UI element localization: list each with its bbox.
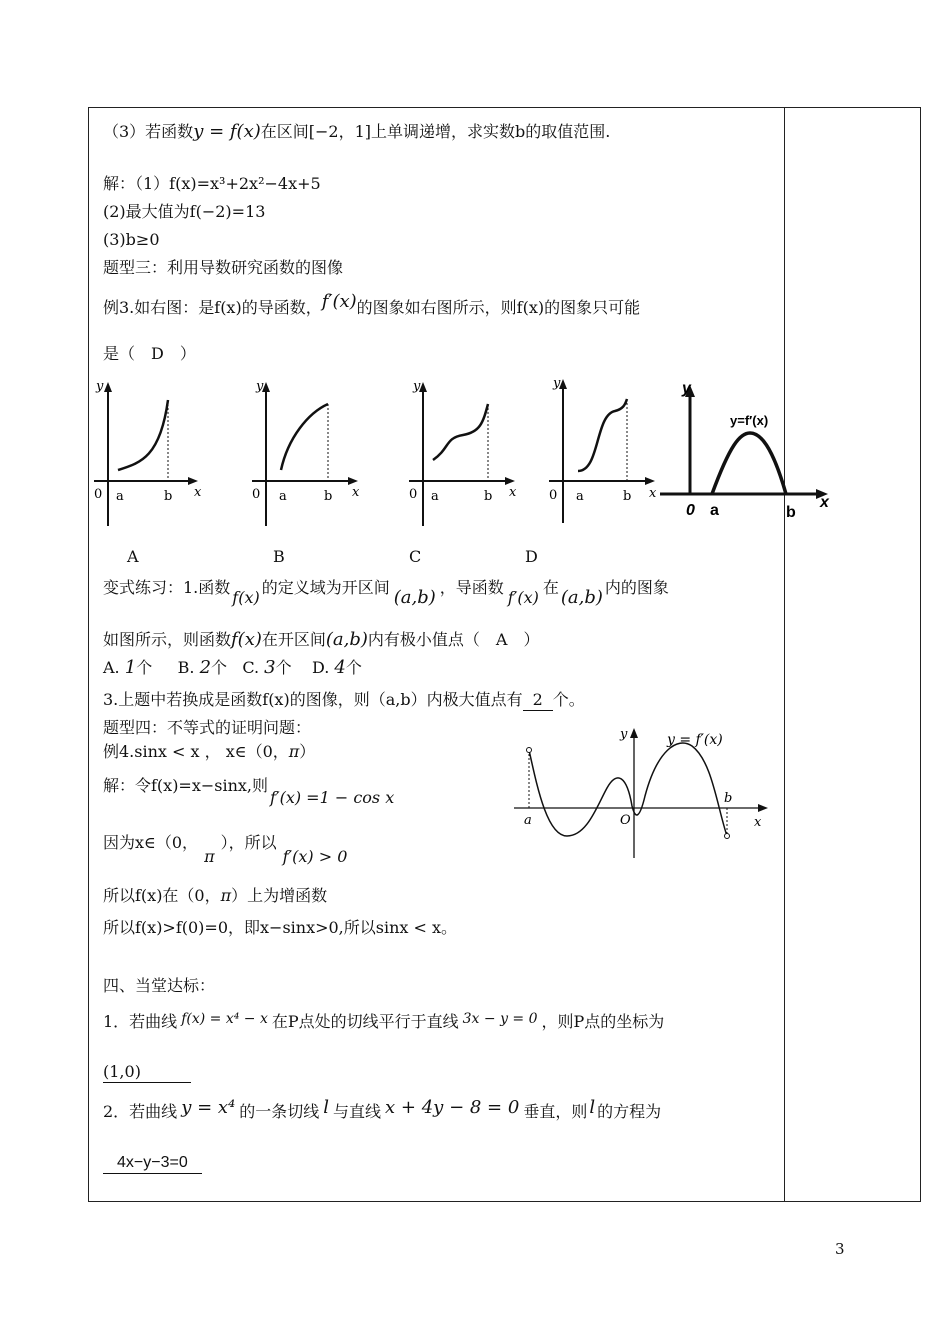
axis-y-label: y <box>413 379 421 394</box>
example3-answer: 是（ D ） <box>103 344 196 363</box>
label-a: A <box>127 547 139 566</box>
solution4-line: 解：令f(x)=x−sinx,则f′(x) =1 − cos x <box>103 776 395 807</box>
axis-x-label: x <box>649 486 657 501</box>
variation1-line: 变式练习：1.函数f(x)的定义域为开区间 (a,b) ，导函数f′(x)在 (a,b) 内的图象 <box>103 578 669 608</box>
label-b: B <box>273 547 285 566</box>
axis-y-label: y <box>553 376 561 391</box>
page-number: 3 <box>835 1240 845 1258</box>
conclusion-line: 所以f(x)>f(0)=0，即x−sinx>0,所以sinx < x。 <box>103 918 458 937</box>
axis-y-label: y <box>682 380 691 397</box>
problem2-answer: 4x−y−3=0 <box>103 1152 202 1174</box>
options-line: A. 1个 B. 2个 C. 3个 D. 4个 <box>103 657 362 678</box>
origin-label: 0 <box>94 487 103 502</box>
origin-label: 0 <box>549 488 558 503</box>
example3-line: 例3.如右图：是f(x)的导函数，f′(x)的图象如右图所示，则f(x)的图象只可能 <box>103 291 641 317</box>
axis-y-label: y <box>256 379 264 394</box>
origin-label: 0 <box>409 487 418 502</box>
solution-1: 解：（1）f(x)=x³+2x²−4x+5 <box>103 174 321 193</box>
b-label: b <box>324 489 333 504</box>
fprime-label: y=f′(x) <box>730 413 769 428</box>
graph-b <box>248 378 363 528</box>
example4-line: 例4.sinx < x ， x∈（0，π） <box>103 742 316 761</box>
axis-x-label: x <box>754 815 762 830</box>
variation-graph <box>512 726 772 866</box>
a-label: a <box>710 502 719 519</box>
axis-x-label: x <box>509 485 517 500</box>
b-label: b <box>786 504 796 521</box>
section4-heading: 四、当堂达标： <box>103 976 216 995</box>
origin-label: 0 <box>252 487 261 502</box>
b-label: b <box>724 791 733 806</box>
axis-x-label: x <box>194 485 202 500</box>
axis-y-label: y <box>96 379 104 394</box>
axis-x-label: x <box>820 494 829 511</box>
b-label: b <box>623 489 632 504</box>
origin-label: O <box>620 813 631 828</box>
q3-line: （3）若函数y = f(x)在区间[−2，1]上单调递增，求实数b的取值范围. <box>103 121 611 142</box>
graph-c <box>405 378 520 528</box>
because-line: 因为x∈（0，π），所以f′(x) > 0 <box>103 833 348 866</box>
derivative-graph <box>660 375 840 525</box>
label-c: C <box>409 547 422 566</box>
axis-x-label: x <box>352 485 360 500</box>
a-label: a <box>431 489 439 504</box>
problem1-answer: (1,0) <box>103 1062 191 1083</box>
graph-a <box>90 378 200 528</box>
solution-3: (3)b≥0 <box>103 230 160 249</box>
b-label: b <box>484 489 493 504</box>
type3-heading: 题型三：利用导数研究函数的图像 <box>103 258 344 277</box>
problem2-line: 2．若曲线 y = x⁴ 的一条切线 l 与直线 x + 4y − 8 = 0 垂直，则 l 的方程为 <box>103 1097 662 1121</box>
a-label: a <box>279 489 287 504</box>
side-table-cell <box>784 107 921 1202</box>
variation-fprime-label: y = f′(x) <box>667 732 723 748</box>
problem1-line: 1．若曲线 f(x) = x⁴ − x 在P点处的切线平行于直线 3x − y = 0 ，则P点的坐标为 <box>103 1011 665 1031</box>
label-d: D <box>525 547 538 566</box>
graph-d <box>545 375 660 525</box>
a-label: a <box>524 813 532 828</box>
origin-label: 0 <box>686 502 695 519</box>
a-label: a <box>116 489 124 504</box>
question3-line: 3.上题中若换成是函数f(x)的图像，则（a,b）内极大值点有 2 个。 <box>103 690 585 709</box>
b-label: b <box>164 489 173 504</box>
solution-2: (2)最大值为f(−2)=13 <box>103 202 266 221</box>
increasing-line: 所以f(x)在（0，π）上为增函数 <box>103 886 328 905</box>
variation1-line2: 如图所示，则函数f(x)在开区间(a,b)内有极小值点（ A ） <box>103 629 540 650</box>
a-label: a <box>576 489 584 504</box>
type4-heading: 题型四：不等式的证明问题： <box>103 718 312 737</box>
axis-y-label: y <box>620 727 628 742</box>
